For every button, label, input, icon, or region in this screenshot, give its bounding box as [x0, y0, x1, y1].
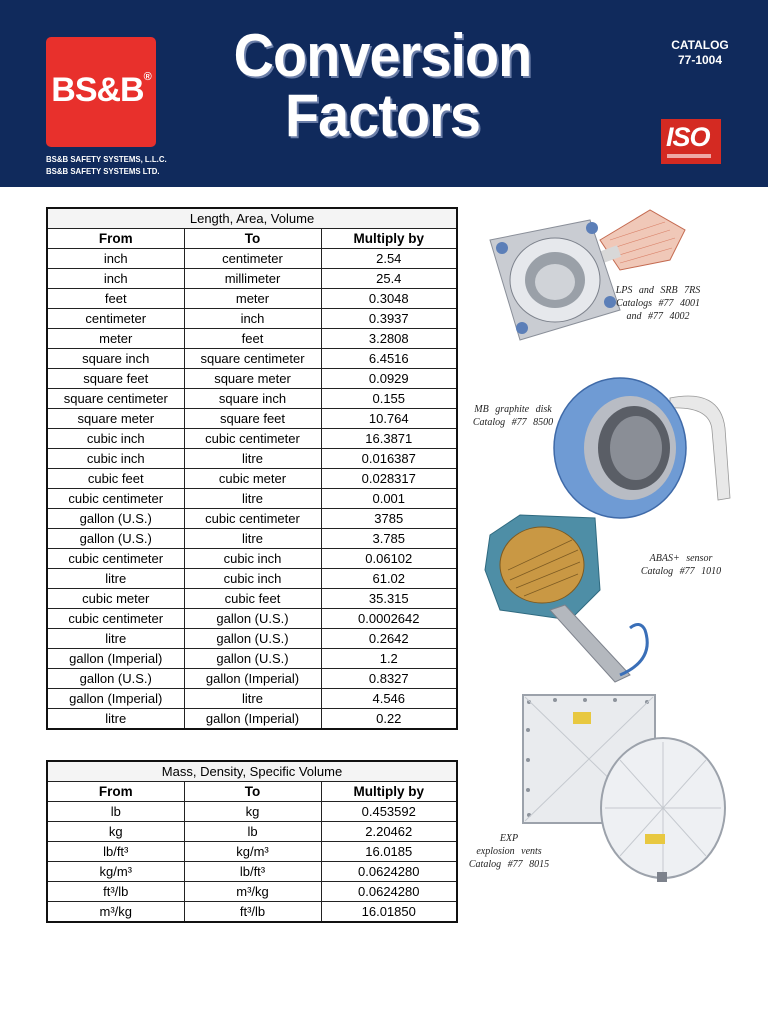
catalog-id: 77-1004	[677, 53, 723, 67]
iso-badge	[661, 119, 721, 164]
factor-cell: 0.8327	[321, 669, 457, 689]
to-cell: litre	[184, 689, 321, 709]
from-cell: gallon (Imperial)	[47, 689, 184, 709]
from-cell: meter	[47, 329, 184, 349]
to-cell: kg/m³	[184, 842, 321, 862]
factor-cell: 0.155	[321, 389, 457, 409]
from-cell: lb/ft³	[47, 842, 184, 862]
factor-cell: 0.0624280	[321, 882, 457, 902]
from-cell: square centimeter	[47, 389, 184, 409]
factor-cell: 0.453592	[321, 802, 457, 822]
table-row	[47, 882, 457, 902]
factor-cell: 4.546	[321, 689, 457, 709]
from-cell: ft³/lb	[47, 882, 184, 902]
table-row	[47, 249, 457, 269]
column-header-from: From	[47, 229, 184, 249]
from-cell: cubic centimeter	[47, 609, 184, 629]
catalog-number	[662, 38, 738, 68]
to-cell: feet	[184, 329, 321, 349]
mb-graphite-caption	[468, 403, 558, 429]
to-cell: millimeter	[184, 269, 321, 289]
factor-cell: 35.315	[321, 589, 457, 609]
to-cell: gallon (Imperial)	[184, 709, 321, 730]
table-row	[47, 862, 457, 882]
title-line-2: Factors	[284, 82, 481, 149]
from-cell: cubic centimeter	[47, 549, 184, 569]
factor-cell: 6.4516	[321, 349, 457, 369]
catalog-label: CATALOG	[671, 38, 729, 52]
table-row	[47, 509, 457, 529]
table-row	[47, 669, 457, 689]
table-row	[47, 409, 457, 429]
factor-cell: 3.785	[321, 529, 457, 549]
from-cell: gallon (U.S.)	[47, 509, 184, 529]
factor-cell: 0.06102	[321, 549, 457, 569]
factor-cell: 2.54	[321, 249, 457, 269]
to-cell: square inch	[184, 389, 321, 409]
to-cell: litre	[184, 449, 321, 469]
from-cell: cubic meter	[47, 589, 184, 609]
abas-caption	[636, 552, 726, 578]
table-row	[47, 329, 457, 349]
to-cell: inch	[184, 309, 321, 329]
caption-line: LPS and SRB 7RS	[615, 285, 701, 296]
factor-cell: 25.4	[321, 269, 457, 289]
factor-cell: 16.0185	[321, 842, 457, 862]
from-cell: cubic inch	[47, 429, 184, 449]
factor-cell: 0.0002642	[321, 609, 457, 629]
table-row	[47, 529, 457, 549]
to-cell: litre	[184, 489, 321, 509]
table-row	[47, 549, 457, 569]
from-cell: kg	[47, 822, 184, 842]
from-cell: square inch	[47, 349, 184, 369]
table-row	[47, 569, 457, 589]
to-cell: ft³/lb	[184, 902, 321, 923]
column-header-to: To	[184, 782, 321, 802]
table-row	[47, 469, 457, 489]
to-cell: cubic feet	[184, 589, 321, 609]
lps-srb-product-photo	[470, 200, 690, 360]
to-cell: square meter	[184, 369, 321, 389]
column-header-multiply: Multiply by	[321, 229, 457, 249]
factor-cell: 3785	[321, 509, 457, 529]
table-row	[47, 269, 457, 289]
table-row	[47, 369, 457, 389]
to-cell: square centimeter	[184, 349, 321, 369]
to-cell: lb/ft³	[184, 862, 321, 882]
title-line-1: Conversion	[233, 22, 532, 89]
to-cell: cubic meter	[184, 469, 321, 489]
factor-cell: 0.2642	[321, 629, 457, 649]
page-title	[213, 22, 552, 149]
table-row	[47, 689, 457, 709]
from-cell: gallon (Imperial)	[47, 649, 184, 669]
to-cell: square feet	[184, 409, 321, 429]
from-cell: centimeter	[47, 309, 184, 329]
caption-line: MB graphite disk	[474, 404, 552, 415]
table-caption: Mass, Density, Specific Volume	[47, 761, 457, 782]
bsb-logo	[46, 37, 156, 147]
to-cell: litre	[184, 529, 321, 549]
from-cell: feet	[47, 289, 184, 309]
to-cell: gallon (Imperial)	[184, 669, 321, 689]
caption-line: explosion vents	[476, 846, 542, 857]
registered-mark: ®	[143, 71, 151, 83]
table-row	[47, 822, 457, 842]
column-header-from: From	[47, 782, 184, 802]
to-cell: lb	[184, 822, 321, 842]
factor-cell: 0.001	[321, 489, 457, 509]
length-area-volume-table	[46, 207, 458, 730]
factor-cell: 16.01850	[321, 902, 457, 923]
caption-line: ABAS+ sensor	[649, 553, 713, 564]
from-cell: gallon (U.S.)	[47, 669, 184, 689]
factor-cell: 2.20462	[321, 822, 457, 842]
table-row	[47, 449, 457, 469]
from-cell: square meter	[47, 409, 184, 429]
caption-line: EXP	[499, 833, 519, 844]
to-cell: meter	[184, 289, 321, 309]
table-row	[47, 349, 457, 369]
from-cell: cubic feet	[47, 469, 184, 489]
to-cell: cubic inch	[184, 569, 321, 589]
factor-cell: 0.3937	[321, 309, 457, 329]
company-line-2: BS&B SAFETY SYSTEMS LTD.	[46, 166, 160, 176]
to-cell: cubic inch	[184, 549, 321, 569]
from-cell: litre	[47, 569, 184, 589]
from-cell: gallon (U.S.)	[47, 529, 184, 549]
factor-cell: 10.764	[321, 409, 457, 429]
factor-cell: 1.2	[321, 649, 457, 669]
table-row	[47, 629, 457, 649]
table-row	[47, 389, 457, 409]
from-cell: cubic inch	[47, 449, 184, 469]
iso-text: ISO	[666, 122, 710, 152]
table-row	[47, 802, 457, 822]
to-cell: gallon (U.S.)	[184, 609, 321, 629]
to-cell: kg	[184, 802, 321, 822]
caption-line: Catalog #77 1010	[640, 566, 722, 577]
factor-cell: 0.3048	[321, 289, 457, 309]
mb-graphite-disk-photo	[550, 368, 750, 528]
caption-line: Catalogs #77 4001	[615, 298, 701, 309]
caption-line: Catalog #77 8015	[468, 859, 550, 870]
company-line-1: BS&B SAFETY SYSTEMS, L.L.C.	[46, 154, 167, 164]
table-row	[47, 649, 457, 669]
to-cell: cubic centimeter	[184, 429, 321, 449]
exp-caption	[464, 832, 554, 871]
column-header-to: To	[184, 229, 321, 249]
table-row	[47, 589, 457, 609]
from-cell: litre	[47, 629, 184, 649]
factor-cell: 0.028317	[321, 469, 457, 489]
table-row	[47, 709, 457, 730]
table-row	[47, 902, 457, 923]
from-cell: lb	[47, 802, 184, 822]
lps-srb-caption	[613, 284, 703, 323]
abas-sensor-photo	[480, 510, 680, 690]
table-row	[47, 609, 457, 629]
factor-cell: 61.02	[321, 569, 457, 589]
table-row	[47, 289, 457, 309]
factor-cell: 0.0624280	[321, 862, 457, 882]
to-cell: gallon (U.S.)	[184, 629, 321, 649]
from-cell: inch	[47, 249, 184, 269]
company-names	[46, 153, 167, 177]
from-cell: m³/kg	[47, 902, 184, 923]
table-row	[47, 842, 457, 862]
logo-text: BS&B	[51, 71, 144, 109]
caption-line: and #77 4002	[626, 311, 690, 322]
table-row	[47, 489, 457, 509]
from-cell: cubic centimeter	[47, 489, 184, 509]
from-cell: inch	[47, 269, 184, 289]
caption-line: Catalog #77 8500	[472, 417, 554, 428]
from-cell: square feet	[47, 369, 184, 389]
from-cell: litre	[47, 709, 184, 730]
factor-cell: 3.2808	[321, 329, 457, 349]
factor-cell: 0.0929	[321, 369, 457, 389]
header-banner	[0, 0, 768, 187]
mass-density-table	[46, 760, 458, 923]
to-cell: m³/kg	[184, 882, 321, 902]
factor-cell: 16.3871	[321, 429, 457, 449]
to-cell: centimeter	[184, 249, 321, 269]
table-row	[47, 429, 457, 449]
to-cell: gallon (U.S.)	[184, 649, 321, 669]
factor-cell: 0.016387	[321, 449, 457, 469]
table-row	[47, 309, 457, 329]
from-cell: kg/m³	[47, 862, 184, 882]
factor-cell: 0.22	[321, 709, 457, 730]
column-header-multiply: Multiply by	[321, 782, 457, 802]
table-caption: Length, Area, Volume	[47, 208, 457, 229]
to-cell: cubic centimeter	[184, 509, 321, 529]
iso-certified-strip	[667, 154, 711, 158]
